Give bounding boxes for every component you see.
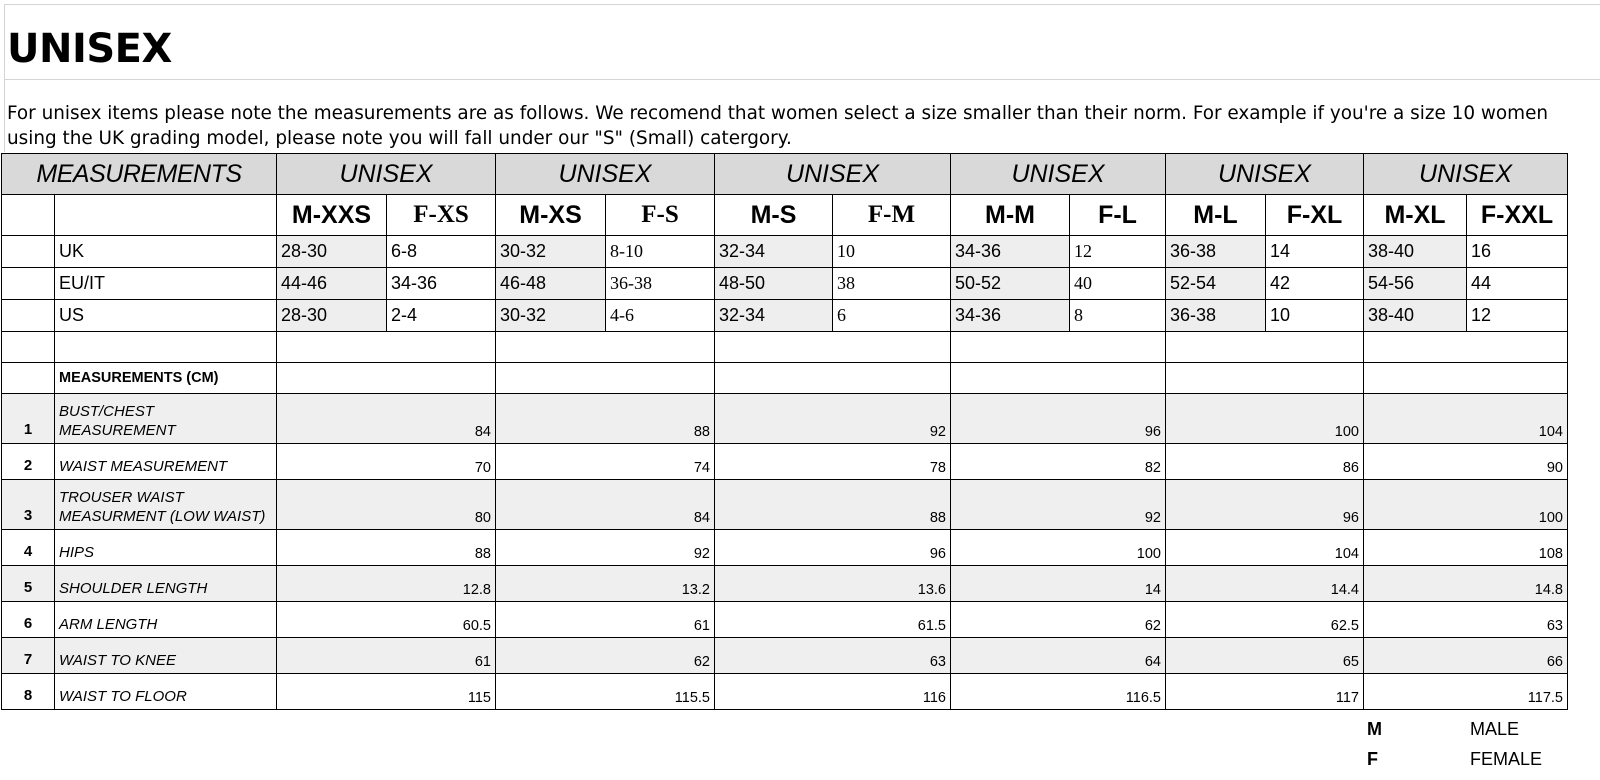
measurement-value: 13.6 <box>715 566 951 602</box>
group-header-cell: UNISEX <box>951 154 1166 195</box>
row-number: 1 <box>2 394 55 444</box>
measurement-value: 13.2 <box>496 566 715 602</box>
measurement-value: 84 <box>277 394 496 444</box>
size-code-cell: F-L <box>1070 195 1166 236</box>
row-number: 8 <box>2 674 55 710</box>
size-value-cell: 36-38 <box>1166 236 1266 268</box>
size-value-cell: 30-32 <box>496 236 606 268</box>
measurement-value: 100 <box>1364 480 1568 530</box>
measurement-label: WAIST TO KNEE <box>55 638 277 674</box>
size-code-cell: M-S <box>715 195 833 236</box>
intro-text: For unisex items please note the measurements are as follows. We recomend that women select a size smaller than their norm. For example if you're a size 10 women using the UK grading model, please note you will fall under our "S" (Small) catergory. <box>7 103 1549 149</box>
legend-key: F <box>1367 749 1378 769</box>
size-value-cell: 38 <box>833 268 951 300</box>
empty-cell <box>951 332 1166 363</box>
measurement-value: 96 <box>951 394 1166 444</box>
measurement-label: TROUSER WAIST MEASURMENT (LOW WAIST) <box>55 480 277 530</box>
measurement-row <box>2 674 1568 710</box>
group-header-cell: UNISEX <box>715 154 951 195</box>
measurement-value: 115.5 <box>496 674 715 710</box>
size-value-cell: 52-54 <box>1166 268 1266 300</box>
measurement-value: 63 <box>715 638 951 674</box>
measurement-value: 117 <box>1166 674 1364 710</box>
measurement-value: 90 <box>1364 444 1568 480</box>
size-value-cell: 36-38 <box>606 268 715 300</box>
empty-cell <box>1166 332 1364 363</box>
size-code-cell: M-L <box>1166 195 1266 236</box>
size-value-cell: 50-52 <box>951 268 1070 300</box>
sheet-top-border <box>4 4 1600 5</box>
size-value-cell: 46-48 <box>496 268 606 300</box>
measurement-value: 80 <box>277 480 496 530</box>
eu-it-size-row <box>2 268 1568 300</box>
size-value-cell: 28-30 <box>277 300 387 332</box>
size-value-cell: 48-50 <box>715 268 833 300</box>
us-size-row <box>2 300 1568 332</box>
measurement-value: 96 <box>1166 480 1364 530</box>
measurement-value: 65 <box>1166 638 1364 674</box>
measurement-label: BUST/CHEST MEASUREMENT <box>55 394 277 444</box>
measurement-value: 100 <box>1166 394 1364 444</box>
empty-cell <box>2 332 55 363</box>
measurement-value: 86 <box>1166 444 1364 480</box>
size-code-cell: F-M <box>833 195 951 236</box>
size-value-cell: 38-40 <box>1364 300 1467 332</box>
empty-cell <box>2 300 55 332</box>
empty-cell <box>1166 363 1364 394</box>
measurement-value: 92 <box>715 394 951 444</box>
empty-cell <box>2 195 55 236</box>
measurement-value: 92 <box>951 480 1166 530</box>
measurement-label: ARM LENGTH <box>55 602 277 638</box>
empty-cell <box>2 236 55 268</box>
size-value-cell: 30-32 <box>496 300 606 332</box>
size-value-cell: 12 <box>1070 236 1166 268</box>
size-code-cell: F-S <box>606 195 715 236</box>
measurement-value: 61 <box>496 602 715 638</box>
measurement-value: 84 <box>496 480 715 530</box>
size-code-cell: M-XXS <box>277 195 387 236</box>
row-label: UK <box>55 236 277 268</box>
measurement-row <box>2 638 1568 674</box>
measurement-value: 63 <box>1364 602 1568 638</box>
measurement-value: 116 <box>715 674 951 710</box>
measurement-value: 88 <box>496 394 715 444</box>
empty-cell <box>715 363 951 394</box>
measurement-value: 60.5 <box>277 602 496 638</box>
group-header-cell: UNISEX <box>496 154 715 195</box>
size-value-cell: 16 <box>1467 236 1568 268</box>
size-value-cell: 6 <box>833 300 951 332</box>
measurement-value: 82 <box>951 444 1166 480</box>
size-value-cell: 34-36 <box>387 268 496 300</box>
row-number: 4 <box>2 530 55 566</box>
measurement-value: 116.5 <box>951 674 1166 710</box>
empty-cell <box>496 332 715 363</box>
size-value-cell: 32-34 <box>715 236 833 268</box>
measurement-value: 62 <box>496 638 715 674</box>
measurement-value: 14 <box>951 566 1166 602</box>
measurement-value: 66 <box>1364 638 1568 674</box>
measurement-value: 104 <box>1364 394 1568 444</box>
row-number: 7 <box>2 638 55 674</box>
size-code-cell: F-XS <box>387 195 496 236</box>
measurement-value: 96 <box>715 530 951 566</box>
empty-cell <box>2 268 55 300</box>
size-value-cell: 14 <box>1266 236 1364 268</box>
group-header-cell: UNISEX <box>1364 154 1568 195</box>
size-value-cell: 36-38 <box>1166 300 1266 332</box>
empty-cell <box>1364 332 1568 363</box>
size-code-row <box>2 195 1568 236</box>
group-header-row <box>2 154 1568 195</box>
size-value-cell: 4-6 <box>606 300 715 332</box>
measurement-row <box>2 394 1568 444</box>
measurement-label: WAIST MEASUREMENT <box>55 444 277 480</box>
measurement-value: 70 <box>277 444 496 480</box>
size-code-cell: M-XL <box>1364 195 1467 236</box>
size-value-cell: 6-8 <box>387 236 496 268</box>
measurement-value: 14.8 <box>1364 566 1568 602</box>
empty-cell <box>951 363 1166 394</box>
legend-value: FEMALE <box>1470 749 1543 769</box>
size-value-cell: 8-10 <box>606 236 715 268</box>
spacer-row <box>2 332 1568 363</box>
measurement-value: 14.4 <box>1166 566 1364 602</box>
measurement-row <box>2 530 1568 566</box>
measurement-value: 100 <box>951 530 1166 566</box>
measurement-row <box>2 444 1568 480</box>
empty-cell <box>277 332 496 363</box>
measurement-value: 104 <box>1166 530 1364 566</box>
empty-cell <box>277 363 496 394</box>
size-value-cell: 2-4 <box>387 300 496 332</box>
empty-cell <box>1364 363 1568 394</box>
size-code-cell: M-M <box>951 195 1070 236</box>
measurement-value: 88 <box>715 480 951 530</box>
measurement-row <box>2 480 1568 530</box>
uk-size-row <box>2 236 1568 268</box>
measurement-value: 64 <box>951 638 1166 674</box>
size-value-cell: 10 <box>833 236 951 268</box>
measurement-value: 12.8 <box>277 566 496 602</box>
empty-cell <box>55 332 277 363</box>
measurement-value: 115 <box>277 674 496 710</box>
size-code-cell: M-XS <box>496 195 606 236</box>
size-value-cell: 12 <box>1467 300 1568 332</box>
measurement-value: 61 <box>277 638 496 674</box>
size-chart-table <box>1 153 1568 710</box>
empty-cell <box>55 195 277 236</box>
row-number: 5 <box>2 566 55 602</box>
title-divider <box>4 79 1600 80</box>
size-value-cell: 44-46 <box>277 268 387 300</box>
measurement-value: 108 <box>1364 530 1568 566</box>
empty-cell <box>2 363 55 394</box>
empty-cell <box>715 332 951 363</box>
measurement-value: 88 <box>277 530 496 566</box>
size-value-cell: 28-30 <box>277 236 387 268</box>
legend-key: M <box>1367 719 1382 739</box>
size-value-cell: 34-36 <box>951 236 1070 268</box>
size-value-cell: 44 <box>1467 268 1568 300</box>
measurement-label: HIPS <box>55 530 277 566</box>
measurement-row <box>2 566 1568 602</box>
measurement-label: SHOULDER LENGTH <box>55 566 277 602</box>
measurement-value: 74 <box>496 444 715 480</box>
row-number: 6 <box>2 602 55 638</box>
legend-value: MALE <box>1470 719 1520 739</box>
row-number: 3 <box>2 480 55 530</box>
measurement-value: 62 <box>951 602 1166 638</box>
size-value-cell: 54-56 <box>1364 268 1467 300</box>
measurement-value: 61.5 <box>715 602 951 638</box>
group-header-cell: UNISEX <box>277 154 496 195</box>
measurements-header-cell: MEASUREMENTS <box>2 154 277 195</box>
measurement-value: 92 <box>496 530 715 566</box>
size-code-cell: F-XXL <box>1467 195 1568 236</box>
measurement-value: 78 <box>715 444 951 480</box>
measurement-value: 62.5 <box>1166 602 1364 638</box>
group-header-cell: UNISEX <box>1166 154 1364 195</box>
page-title: UNISEX <box>7 26 172 72</box>
size-value-cell: 10 <box>1266 300 1364 332</box>
measurement-row <box>2 602 1568 638</box>
size-value-cell: 32-34 <box>715 300 833 332</box>
size-code-cell: F-XL <box>1266 195 1364 236</box>
sheet-left-border <box>4 4 5 152</box>
row-label: US <box>55 300 277 332</box>
row-label: EU/IT <box>55 268 277 300</box>
measurement-label: WAIST TO FLOOR <box>55 674 277 710</box>
size-value-cell: 40 <box>1070 268 1166 300</box>
measurement-value: 117.5 <box>1364 674 1568 710</box>
measurements-heading-row <box>2 363 1568 394</box>
size-value-cell: 8 <box>1070 300 1166 332</box>
size-value-cell: 34-36 <box>951 300 1070 332</box>
size-value-cell: 38-40 <box>1364 236 1467 268</box>
measurements-heading: MEASUREMENTS (CM) <box>55 363 277 394</box>
row-number: 2 <box>2 444 55 480</box>
size-value-cell: 42 <box>1266 268 1364 300</box>
empty-cell <box>496 363 715 394</box>
